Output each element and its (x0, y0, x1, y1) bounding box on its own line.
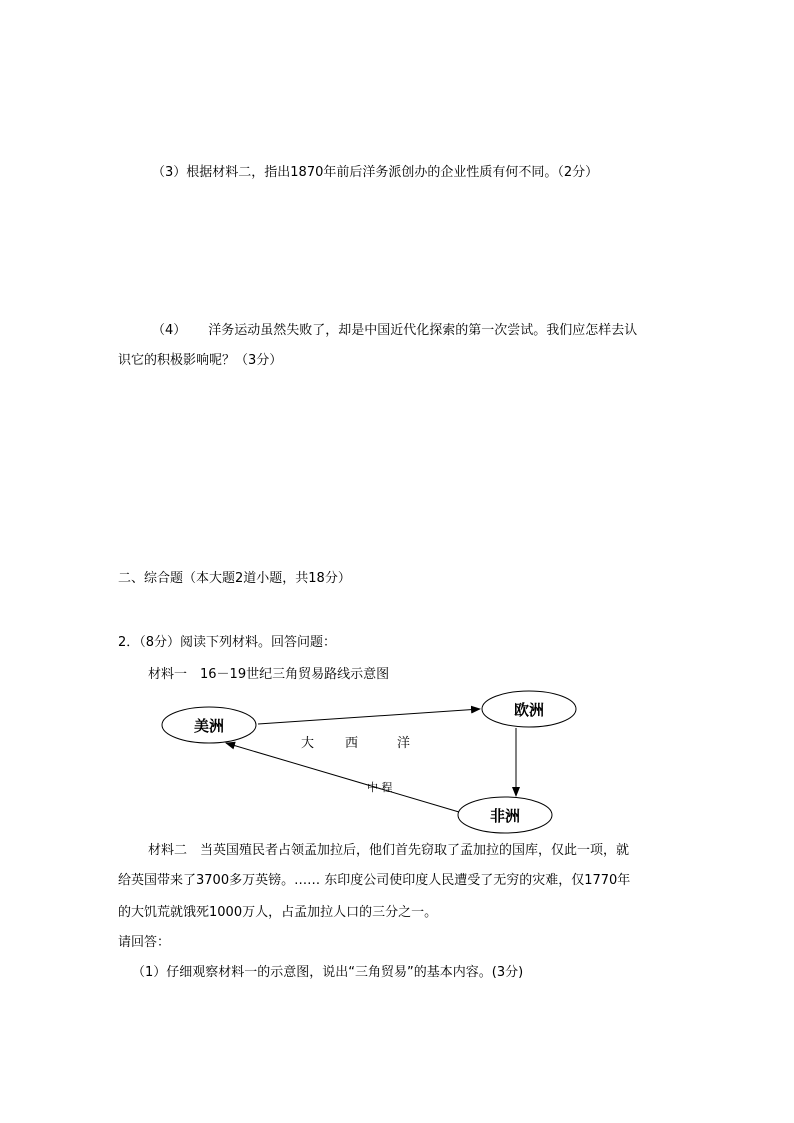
africa-label: 非洲 (489, 807, 521, 825)
ocean-char-2: 西 (345, 736, 359, 751)
material-2-line-2: 给英国带来了3700多万英镑。…… 东印度公司使印度人民遭受了无穷的灾难，仅1770年 (118, 873, 631, 888)
sub-question-1: （1）仔细观察材料一的示意图，说出“三角贸易”的基本内容。(3分) (132, 965, 524, 980)
ocean-char-3: 洋 (397, 736, 411, 751)
question-4-number: （4） (152, 323, 187, 338)
middle-passage-label: 中 程 (367, 781, 393, 794)
section-2-heading: 二、综合题（本大题2道小题，共18分） (118, 571, 351, 586)
material-1-title: 材料一 16－19世纪三角贸易路线示意图 (148, 667, 390, 682)
material-2-line-1: 材料二 当英国殖民者占领孟加拉后，他们首先窃取了孟加拉的国库，仅此一项，就 (148, 843, 630, 858)
question-4-line-2: 识它的积极影响呢？（3分） (118, 353, 283, 368)
question-2-intro: 2．（8分）阅读下列材料。回答问题： (118, 635, 337, 650)
europe-label: 欧洲 (513, 701, 545, 719)
americas-label: 美洲 (193, 717, 225, 735)
ocean-char-1: 大 (301, 736, 315, 751)
arrow-africa-to-americas (226, 743, 459, 812)
arrow-americas-to-europe (258, 709, 480, 724)
question-3: （3）根据材料二，指出1870年前后洋务派创办的企业性质有何不同。（2分） (152, 165, 599, 180)
material-2-line-3: 的大饥荒就饿死1000万人，占孟加拉人口的三分之一。 (118, 905, 438, 920)
answer-prompt: 请回答： (118, 935, 171, 950)
question-4-text: 洋务运动虽然失败了，却是中国近代化探索的第一次尝试。我们应怎样去认 (208, 323, 638, 338)
